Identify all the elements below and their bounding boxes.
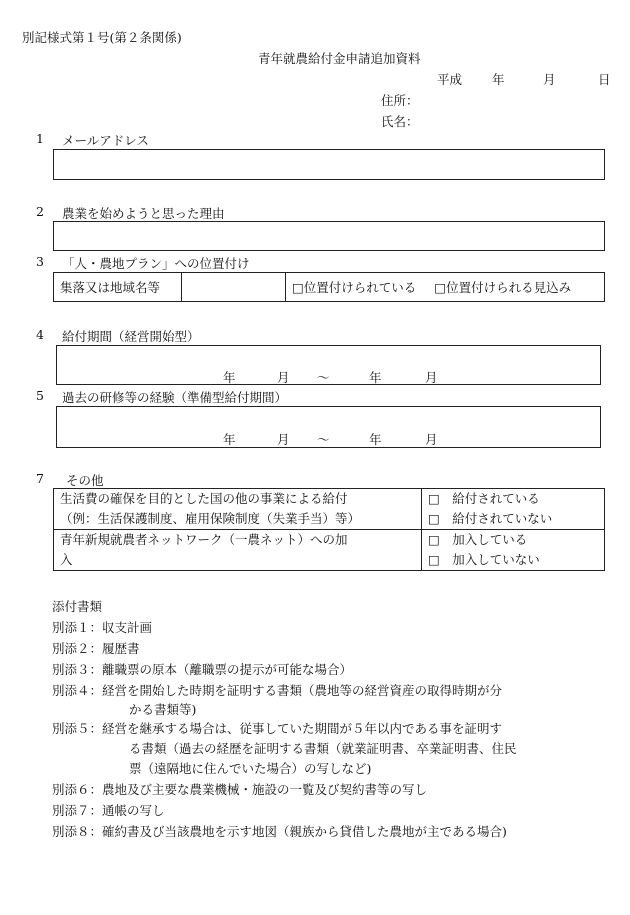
network-line1: 青年新規就農者ネットワーク（一農ネット）への加 [60,532,348,547]
section-7-label: その他 [66,473,104,488]
email-field[interactable] [53,149,605,180]
benefit-period-field[interactable] [56,345,601,385]
attachment-5: 別添５：経営を継承する場合は、従事していた期間が５年以内である事を証明す [52,721,503,736]
plan-area-field[interactable] [182,273,286,302]
attachment-2: 別添２：履歴書 [52,641,140,656]
section-1-label: メールアドレス [62,133,149,148]
training-period-field[interactable] [56,406,601,448]
name-label: 氏名： [381,114,419,129]
reason-field[interactable] [53,221,605,251]
section-4-number: 4 [36,327,44,342]
other-benefit-line1: 生活費の確保を目的とした国の他の事業による給付 [60,491,348,506]
attachments-heading: 添付書類 [52,599,103,614]
section-5-number: 5 [36,388,44,403]
attachment-4-cont: かる書類等) [129,702,197,717]
plan-checkboxes [286,273,605,302]
attachment-3: 別添３：離職票の原本（離職票の提示が可能な場合） [52,662,353,677]
attachment-6: 別添６：農地及び主要な農業機械・施設の一覧及び契約書等の写し [52,782,428,797]
section-2-label: 農業を始めようと思った理由 [62,206,225,221]
other-benefit-line2: （例：生活保護制度、雇用保険制度（失業手当）等） [60,511,361,526]
other-benefit-question [54,489,422,530]
section-3-number: 3 [36,254,44,269]
attachment-7: 別添７：通帳の写し [52,803,165,818]
date-era: 平成 [437,72,463,87]
section-2-number: 2 [36,204,44,219]
attachment-1: 別添１：収支計画 [52,620,153,635]
positioned-checkbox[interactable]: □位置付けられている [292,280,417,295]
section-5-label: 過去の研修等の経験（準備型給付期間） [62,390,288,405]
network-not-joined-checkbox[interactable]: □ 加入していない [428,552,540,567]
period-end-month: 月 [425,370,438,385]
period-end-month: 月 [425,432,438,447]
section-3-label: 「人・農地プラン」への位置付け [62,256,250,271]
date-month: 月 [543,72,556,87]
section-1-number: 1 [36,131,44,146]
period-start-month: 月 [277,432,290,447]
network-question [54,530,422,571]
period-start-year: 年 [223,370,236,385]
section-4-label: 給付期間（経営開始型） [62,329,200,344]
plan-table [53,272,605,302]
period-start-month: 月 [277,370,290,385]
attachment-8: 別添８：確約書及び当該農地を示す地図（親族から貸借した農地が主である場合) [52,824,507,839]
expected-checkbox[interactable]: □位置付けられる見込み [434,280,572,295]
attachment-5-cont2: 票（遠隔地に住んでいた場合）の写しなど) [129,761,372,776]
network-line2: 入 [60,552,73,567]
period-end-year: 年 [369,432,382,447]
date-day: 日 [598,72,611,87]
benefit-received-checkbox[interactable]: □ 給付されている [428,491,540,506]
period-end-year: 年 [369,370,382,385]
benefit-not-received-checkbox[interactable]: □ 給付されていない [428,511,553,526]
other-table [53,488,605,571]
other-benefit-options [422,489,605,530]
section-7-number: 7 [36,471,44,486]
date-year: 年 [492,72,505,87]
attachment-4: 別添４：経営を開始した時期を証明する書類（農地等の経営資産の取得時期が分 [52,683,503,698]
address-label: 住所： [381,93,419,108]
plan-area-label: 集落又は地域名等 [54,273,182,302]
period-tilde: ～ [317,370,330,385]
attachment-5-cont1: る書類（過去の経歴を証明する書類（就業証明書、卒業証明書、住民 [129,741,517,756]
period-tilde: ～ [317,432,330,447]
period-start-year: 年 [223,432,236,447]
page-title: 青年就農給付金申請追加資料 [258,51,421,66]
network-options [422,530,605,571]
form-id: 別記様式第１号(第２条関係) [22,30,182,45]
network-joined-checkbox[interactable]: □ 加入している [428,532,528,547]
